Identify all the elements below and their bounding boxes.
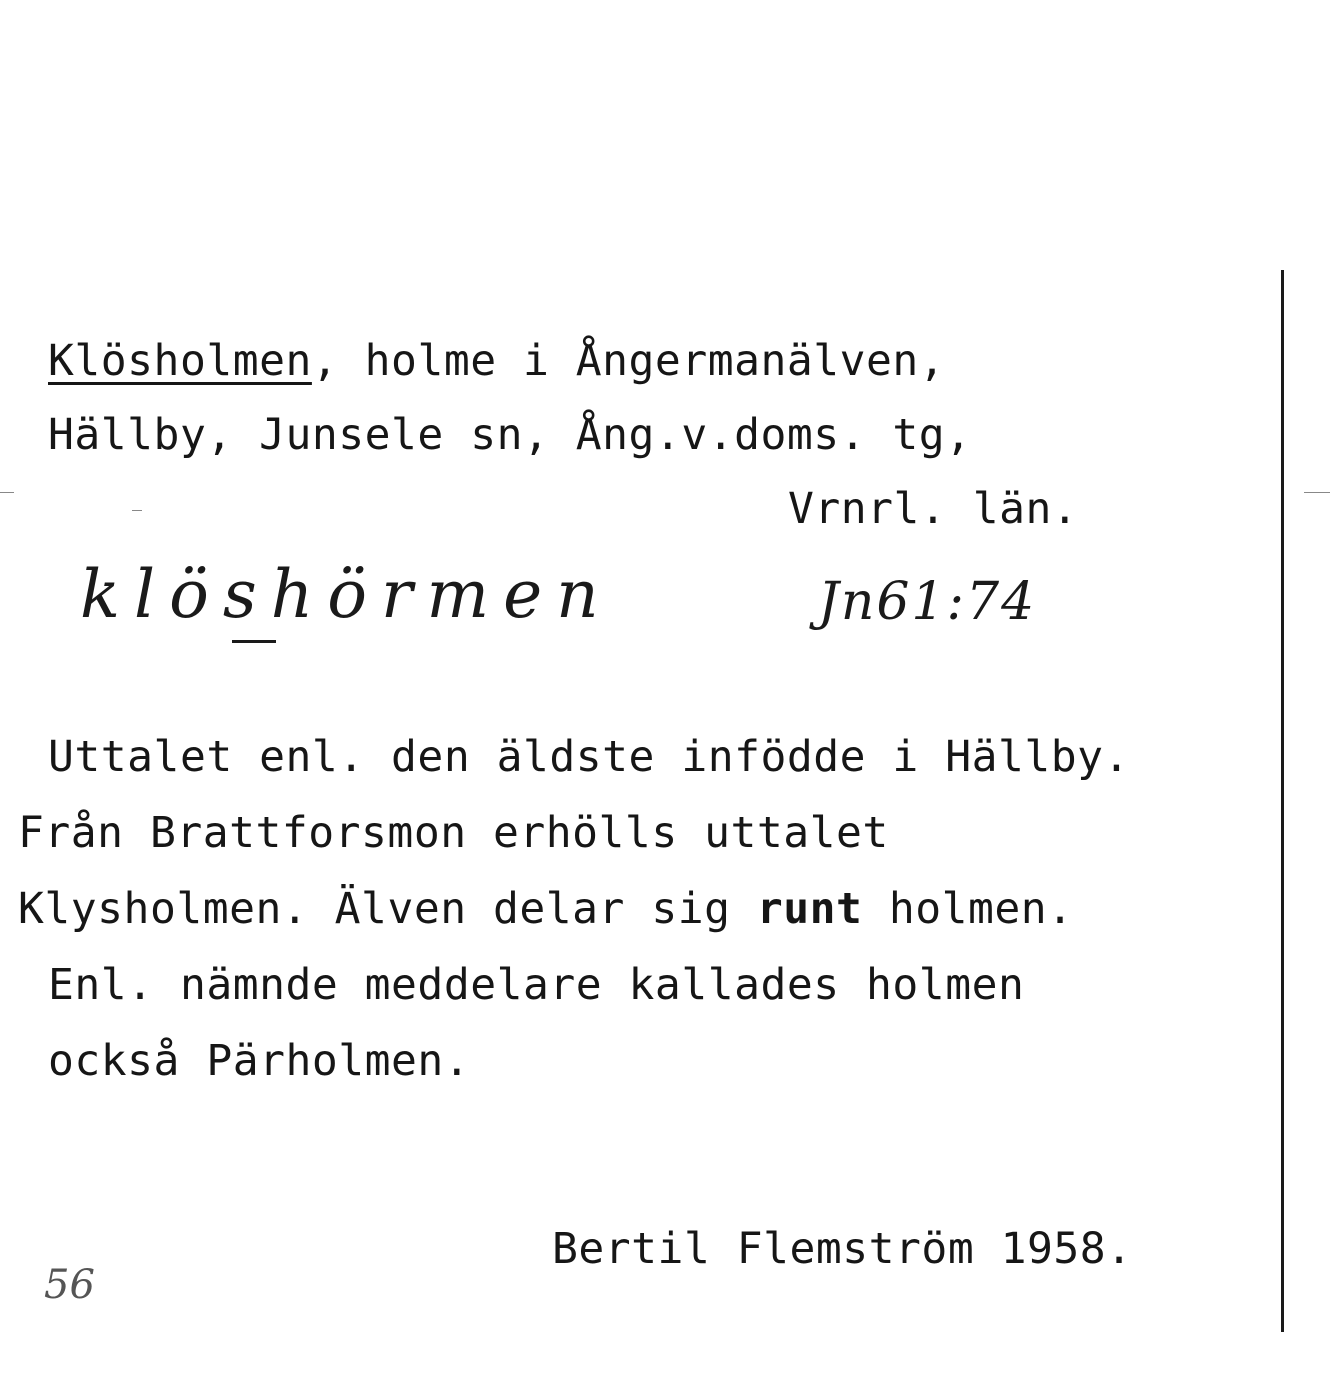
para-line-2: Från Brattforsmon erhölls uttalet <box>18 808 889 858</box>
right-edge-line <box>1281 270 1284 1332</box>
entry-line-1 <box>48 336 946 386</box>
handwritten-number: 56 <box>44 1262 95 1308</box>
headword: Klösholmen <box>48 336 312 386</box>
scan-mark <box>0 492 14 493</box>
para-line-3 <box>18 884 1074 934</box>
entry-line-3: Vrnrl. län. <box>788 484 1079 534</box>
para-line-1: Uttalet enl. den äldste infödde i Hällby. <box>48 732 1130 782</box>
handwritten-reference: Jn61:74 <box>818 572 1037 632</box>
entry-line-1-rest: , holme i Ångermanälven, <box>311 336 946 386</box>
handwritten-pronunciation: klöshörmen <box>80 556 613 633</box>
scan-mark <box>1304 492 1330 493</box>
para-line-5: också Pärholmen. <box>48 1036 471 1086</box>
entry-line-2: Hällby, Junsele sn, Ång.v.doms. tg, <box>48 410 972 460</box>
bold-word: runt <box>756 884 863 934</box>
para-line-3-mid: . Älven delar sig <box>281 884 757 934</box>
signature: Bertil Flemström 1958. <box>552 1224 1133 1274</box>
handwritten-underline <box>232 640 276 643</box>
variant-name: Klysholmen <box>18 884 282 934</box>
para-line-3-end: holmen. <box>862 884 1074 934</box>
scan-mark <box>132 510 142 511</box>
para-line-4: Enl. nämnde meddelare kallades holmen <box>48 960 1025 1010</box>
